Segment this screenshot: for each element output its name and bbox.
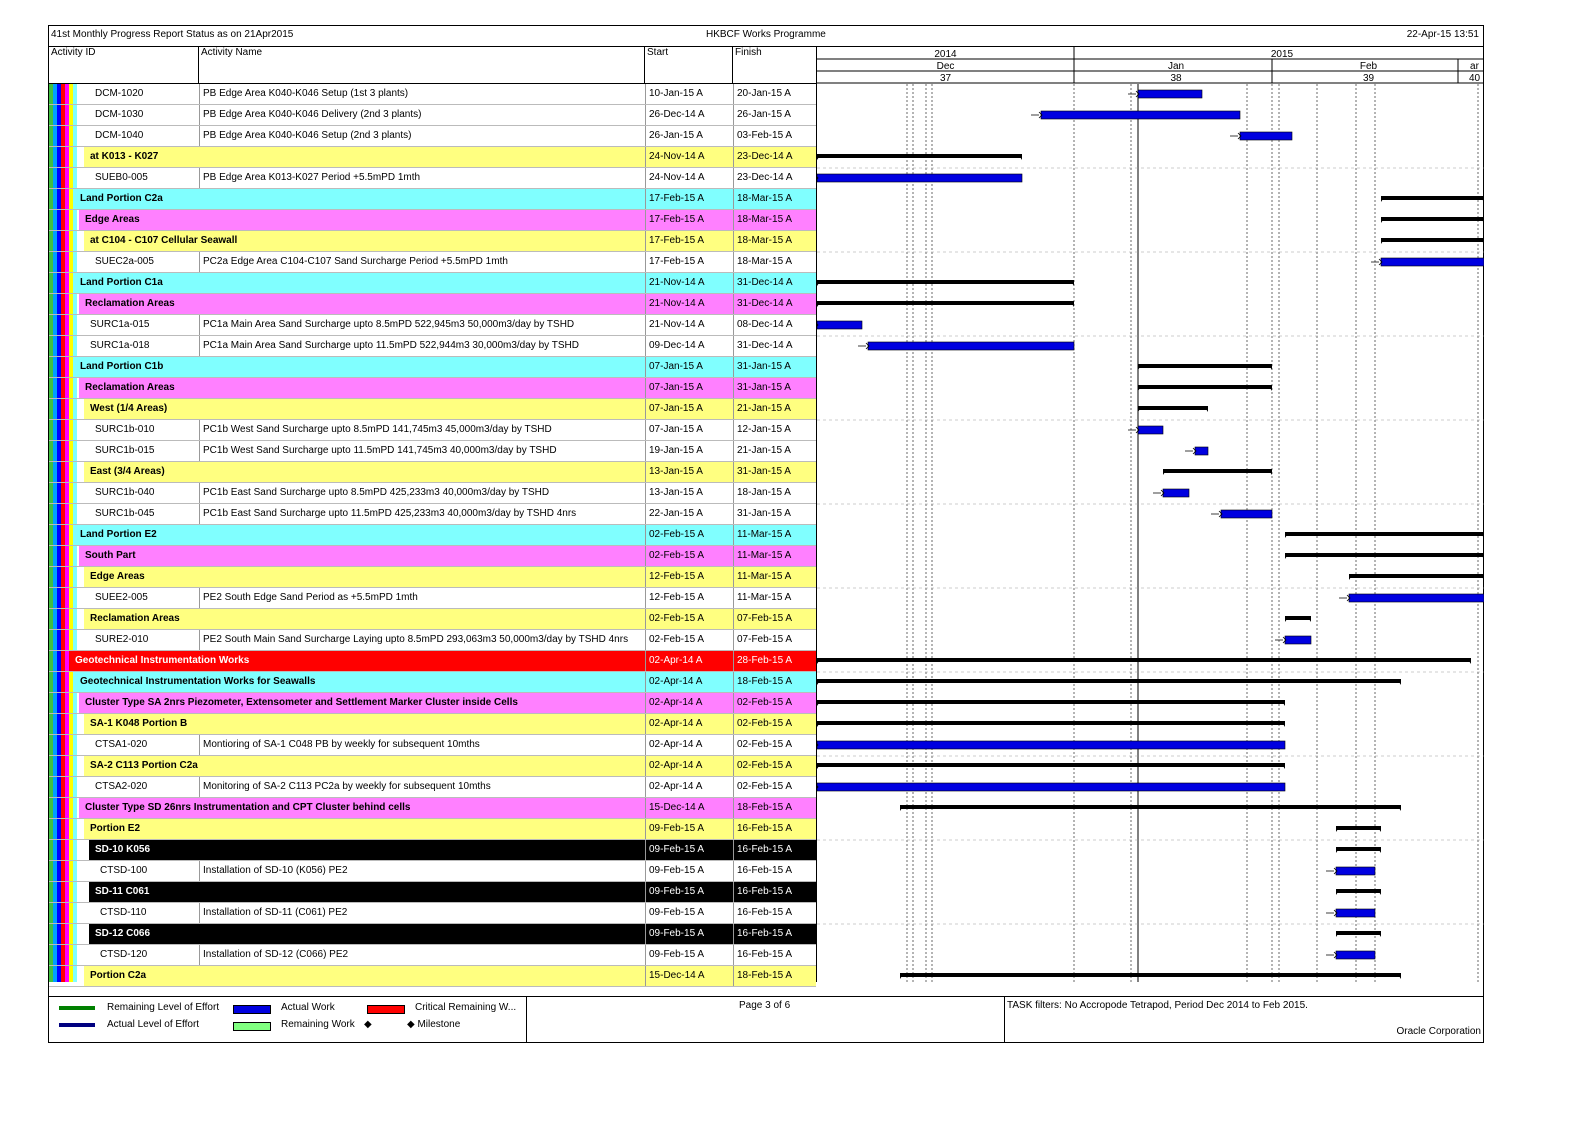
programme-title: HKBCF Works Programme <box>706 29 826 40</box>
actual-work-bar <box>1240 132 1292 140</box>
start-date: 02-Apr-14 A <box>645 672 733 692</box>
table-row[interactable] <box>49 882 816 903</box>
table-row[interactable] <box>49 105 816 126</box>
table-row[interactable] <box>49 273 816 294</box>
activity-name: PC1a Main Area Sand Surcharge upto 8.5mPD 522,945m3 50,000m3/day by TSHD <box>199 315 645 335</box>
actual-work-bar <box>1336 951 1375 959</box>
legend-label: ◆ Milestone <box>407 1019 461 1030</box>
dependency-arrow <box>1128 427 1139 433</box>
report-frame <box>48 25 1484 1043</box>
finish-date: 03-Feb-15 A <box>733 126 816 146</box>
finish-date: 21-Jan-15 A <box>733 441 816 461</box>
activity-id: SURC1b-015 <box>95 445 155 456</box>
wbs-group-label: Reclamation Areas <box>85 298 175 309</box>
actual-work-bar <box>1349 594 1484 602</box>
finish-date: 16-Feb-15 A <box>733 924 816 944</box>
wbs-group-label: SD-11 C061 <box>95 886 150 897</box>
start-date: 09-Feb-15 A <box>645 945 733 965</box>
report-title: 41st Monthly Progress Report Status as on 21Apr2015 <box>51 29 294 40</box>
summary-bar <box>1381 217 1484 221</box>
table-row[interactable] <box>49 315 816 336</box>
start-date: 09-Feb-15 A <box>645 882 733 902</box>
start-date: 02-Apr-14 A <box>645 756 733 776</box>
start-date: 07-Jan-15 A <box>645 399 733 419</box>
activity-name: Installation of SD-12 (C066) PE2 <box>199 945 645 965</box>
actual-work-bar <box>817 783 1285 791</box>
finish-date: 16-Feb-15 A <box>733 840 816 860</box>
start-date: 07-Jan-15 A <box>645 378 733 398</box>
wbs-group-label: SD-10 K056 <box>95 844 151 855</box>
activity-id: SURC1a-015 <box>90 319 150 330</box>
finish-date: 31-Jan-15 A <box>733 378 816 398</box>
timescale-label: 38 <box>1170 73 1182 84</box>
actual-work-bar <box>1381 258 1484 266</box>
start-date: 02-Feb-15 A <box>645 609 733 629</box>
legend-label: Actual Work <box>281 1002 335 1013</box>
finish-date: 16-Feb-15 A <box>733 861 816 881</box>
table-row[interactable] <box>49 630 816 651</box>
finish-date: 07-Feb-15 A <box>733 609 816 629</box>
activity-id: SURC1a-018 <box>90 340 150 351</box>
start-date: 21-Nov-14 A <box>645 273 733 293</box>
activity-name: PB Edge Area K013-K027 Period +5.5mPD 1mth <box>199 168 645 188</box>
finish-date: 02-Feb-15 A <box>733 735 816 755</box>
actual-work-bar <box>1138 90 1202 98</box>
dependency-arrow <box>1031 112 1042 118</box>
summary-bar <box>1336 847 1381 851</box>
activity-name: PB Edge Area K040-K046 Setup (1st 3 plants) <box>199 84 645 104</box>
summary-bar <box>1163 469 1272 473</box>
table-row[interactable] <box>49 399 816 420</box>
wbs-group-label: Geotechnical Instrumentation Works for Seawalls <box>80 676 316 687</box>
summary-bar <box>1138 406 1208 410</box>
actual-work-bar <box>1285 636 1311 644</box>
activity-id: SUEE2-005 <box>95 592 148 603</box>
actual-work-bar <box>1041 111 1240 119</box>
actual-work-bar <box>1138 426 1163 434</box>
start-date: 07-Jan-15 A <box>645 357 733 377</box>
actual-work-bar <box>1336 909 1375 917</box>
table-row[interactable] <box>49 651 816 672</box>
wbs-group-label: West (1/4 Areas) <box>90 403 168 414</box>
activity-id: SUEC2a-005 <box>95 256 154 267</box>
start-date: 12-Feb-15 A <box>645 588 733 608</box>
legend-label: Critical Remaining W... <box>415 1002 517 1013</box>
summary-bar <box>900 973 1401 977</box>
dependency-arrow <box>1371 259 1382 265</box>
start-date: 26-Dec-14 A <box>645 105 733 125</box>
start-date: 09-Feb-15 A <box>645 903 733 923</box>
activity-id: DCM-1040 <box>95 130 144 141</box>
footer-divider <box>1004 997 1005 1043</box>
wbs-group-label: at K013 - K027 <box>90 151 159 162</box>
activity-name: Installation of SD-11 (C061) PE2 <box>199 903 645 923</box>
start-date: 15-Dec-14 A <box>645 798 733 818</box>
activity-id: CTSD-110 <box>100 907 147 918</box>
start-date: 15-Dec-14 A <box>645 966 733 986</box>
legend-label: Actual Level of Effort <box>107 1019 200 1030</box>
wbs-group-label: Edge Areas <box>85 214 140 225</box>
timescale-label: 37 <box>939 73 952 84</box>
timescale-label: Dec <box>936 61 955 72</box>
table-row[interactable] <box>49 735 816 756</box>
table-row[interactable] <box>49 819 816 840</box>
wbs-group-label: SA-1 K048 Portion B <box>90 718 188 729</box>
start-date: 09-Dec-14 A <box>645 336 733 356</box>
legend-swatch <box>59 1023 95 1027</box>
summary-bar <box>1336 931 1381 935</box>
start-date: 02-Apr-14 A <box>645 777 733 797</box>
legend-label: Remaining Work <box>281 1019 355 1030</box>
activity-name: PC1b East Sand Surcharge upto 11.5mPD 425,233m3 40,000m3/day by TSHD 4nrs <box>199 504 645 524</box>
summary-bar <box>817 700 1285 704</box>
table-row[interactable] <box>49 336 816 357</box>
wbs-group-label: SA-2 C113 Portion C2a <box>90 760 198 771</box>
table-row[interactable] <box>49 609 816 630</box>
table-row[interactable] <box>49 483 816 504</box>
finish-date: 18-Mar-15 A <box>733 210 816 230</box>
actual-work-bar <box>817 174 1022 182</box>
table-row[interactable] <box>49 672 816 693</box>
start-date: 02-Feb-15 A <box>645 630 733 650</box>
wbs-group-label: Portion E2 <box>90 823 141 834</box>
table-row[interactable] <box>49 210 816 231</box>
timescale-label: 40 <box>1468 73 1481 84</box>
start-date: 02-Apr-14 A <box>645 693 733 713</box>
actual-work-bar <box>1163 489 1189 497</box>
finish-date: 02-Feb-15 A <box>733 756 816 776</box>
finish-date: 16-Feb-15 A <box>733 819 816 839</box>
finish-date: 31-Dec-14 A <box>733 294 816 314</box>
activity-name: PB Edge Area K040-K046 Delivery (2nd 3 plants) <box>199 105 645 125</box>
wbs-group-label: Land Portion C2a <box>80 193 163 204</box>
table-row[interactable] <box>49 693 816 714</box>
activity-name: PC2a Edge Area C104-C107 Sand Surcharge Period +5.5mPD 1mth <box>199 252 645 272</box>
summary-bar <box>817 280 1074 284</box>
table-row[interactable] <box>49 903 816 924</box>
legend-swatch <box>367 1005 405 1014</box>
finish-date: 23-Dec-14 A <box>733 147 816 167</box>
table-row[interactable] <box>49 840 816 861</box>
table-row[interactable] <box>49 126 816 147</box>
col-start[interactable]: Start <box>645 47 733 83</box>
company-name: Oracle Corporation <box>1396 1026 1481 1037</box>
start-date: 21-Nov-14 A <box>645 294 733 314</box>
table-row[interactable] <box>49 231 816 252</box>
timescale-label: 2014 <box>934 49 957 60</box>
table-row[interactable] <box>49 714 816 735</box>
activity-name: Monitoring of SA-2 C113 PC2a by weekly for subsequent 10mths <box>199 777 645 797</box>
finish-date: 21-Jan-15 A <box>733 399 816 419</box>
summary-bar <box>817 301 1074 305</box>
finish-date: 18-Mar-15 A <box>733 231 816 251</box>
table-row[interactable] <box>49 357 816 378</box>
start-date: 13-Jan-15 A <box>645 462 733 482</box>
finish-date: 31-Dec-14 A <box>733 273 816 293</box>
activity-name: PB Edge Area K040-K046 Setup (2nd 3 plants) <box>199 126 645 146</box>
finish-date: 16-Feb-15 A <box>733 945 816 965</box>
footer-divider <box>526 997 527 1043</box>
finish-date: 16-Feb-15 A <box>733 882 816 902</box>
timescale-label: 39 <box>1362 73 1375 84</box>
table-row[interactable] <box>49 189 816 210</box>
start-date: 22-Jan-15 A <box>645 504 733 524</box>
table-row[interactable] <box>49 945 816 966</box>
legend-swatch <box>233 1022 271 1031</box>
finish-date: 31-Jan-15 A <box>733 462 816 482</box>
finish-date: 23-Dec-14 A <box>733 168 816 188</box>
start-date: 09-Feb-15 A <box>645 861 733 881</box>
start-date: 17-Feb-15 A <box>645 210 733 230</box>
finish-date: 02-Feb-15 A <box>733 693 816 713</box>
task-filters: TASK filters: No Accropode Tetrapod, Period Dec 2014 to Feb 2015. <box>1007 1000 1308 1011</box>
finish-date: 18-Feb-15 A <box>733 966 816 986</box>
summary-bar <box>1285 532 1484 536</box>
col-finish[interactable]: Finish <box>735 47 762 58</box>
start-date: 10-Jan-15 A <box>645 84 733 104</box>
actual-work-bar <box>1336 867 1375 875</box>
table-row[interactable] <box>49 147 816 168</box>
start-date: 09-Feb-15 A <box>645 819 733 839</box>
page-number: Page 3 of 6 <box>739 1000 791 1011</box>
finish-date: 08-Dec-14 A <box>733 315 816 335</box>
timescale-label: Jan <box>1167 61 1185 72</box>
table-row[interactable] <box>49 420 816 441</box>
finish-date: 18-Feb-15 A <box>733 798 816 818</box>
milestone-icon: ◆ <box>364 1019 372 1030</box>
wbs-group-label: Cluster Type SD 26nrs Instrumentation and CPT Cluster behind cells <box>85 802 411 813</box>
start-date: 07-Jan-15 A <box>645 420 733 440</box>
summary-bar <box>1138 385 1272 389</box>
finish-date: 20-Jan-15 A <box>733 84 816 104</box>
table-row[interactable] <box>49 756 816 777</box>
wbs-group-label: East (3/4 Areas) <box>90 466 165 477</box>
start-date: 02-Feb-15 A <box>645 525 733 545</box>
dependency-arrow <box>858 343 869 349</box>
finish-date: 28-Feb-15 A <box>733 651 816 671</box>
activity-name: Montioring of SA-1 C048 PB by weekly for subsequent 10mths <box>199 735 645 755</box>
table-row[interactable] <box>49 966 816 987</box>
activity-name: PC1b West Sand Surcharge upto 8.5mPD 141,745m3 45,000m3/day by TSHD <box>199 420 645 440</box>
dependency-arrow <box>1128 91 1139 97</box>
col-activity-name[interactable]: Activity Name <box>199 47 645 83</box>
actual-work-bar <box>1221 510 1272 518</box>
gantt-chart <box>816 47 1484 982</box>
finish-date: 31-Dec-14 A <box>733 336 816 356</box>
start-date: 19-Jan-15 A <box>645 441 733 461</box>
actual-work-bar <box>868 342 1074 350</box>
start-date: 02-Feb-15 A <box>645 546 733 566</box>
activity-id: CTSD-100 <box>100 865 148 876</box>
actual-work-bar <box>1195 447 1208 455</box>
activity-id: CTSA1-020 <box>95 739 148 750</box>
table-row[interactable] <box>49 546 816 567</box>
wbs-group-label: Portion C2a <box>90 970 147 981</box>
finish-date: 11-Mar-15 A <box>733 546 816 566</box>
wbs-group-label: South Part <box>85 550 136 561</box>
finish-date: 26-Jan-15 A <box>733 105 816 125</box>
start-date: 26-Jan-15 A <box>645 126 733 146</box>
legend-swatch <box>233 1005 271 1014</box>
start-date: 02-Apr-14 A <box>645 735 733 755</box>
finish-date: 31-Jan-15 A <box>733 357 816 377</box>
wbs-group-label: Reclamation Areas <box>85 382 175 393</box>
dependency-arrow <box>1211 511 1222 517</box>
activity-id: SURC1b-040 <box>95 487 155 498</box>
start-date: 17-Feb-15 A <box>645 231 733 251</box>
finish-date: 12-Jan-15 A <box>733 420 816 440</box>
table-row[interactable] <box>49 168 816 189</box>
finish-date: 02-Feb-15 A <box>733 714 816 734</box>
start-date: 21-Nov-14 A <box>645 315 733 335</box>
finish-date: 11-Mar-15 A <box>733 567 816 587</box>
start-date: 09-Feb-15 A <box>645 840 733 860</box>
table-row[interactable] <box>49 252 816 273</box>
activity-name: Installation of SD-10 (K056) PE2 <box>199 861 645 881</box>
summary-bar <box>1381 196 1484 200</box>
wbs-group-label: Reclamation Areas <box>90 613 180 624</box>
summary-bar <box>817 679 1401 683</box>
activity-id: SUEB0-005 <box>95 172 148 183</box>
activity-id: DCM-1030 <box>95 109 144 120</box>
dependency-arrow <box>1326 868 1337 874</box>
legend-swatch <box>59 1006 95 1010</box>
summary-bar <box>817 154 1022 158</box>
dependency-arrow <box>1275 637 1286 643</box>
wbs-group-label: Edge Areas <box>90 571 145 582</box>
wbs-group-label: at C104 - C107 Cellular Seawall <box>90 235 238 246</box>
timescale-label: Feb <box>1359 61 1378 72</box>
summary-bar <box>1349 574 1484 578</box>
start-date: 09-Feb-15 A <box>645 924 733 944</box>
finish-date: 31-Jan-15 A <box>733 504 816 524</box>
wbs-group-label: Land Portion E2 <box>80 529 157 540</box>
activity-name: PC1b East Sand Surcharge upto 8.5mPD 425,233m3 40,000m3/day by TSHD <box>199 483 645 503</box>
finish-date: 16-Feb-15 A <box>733 903 816 923</box>
activity-name: PE2 South Main Sand Surcharge Laying upto 8.5mPD 293,063m3 50,000m3/day by TSHD 4nrs <box>199 630 645 650</box>
finish-date: 18-Feb-15 A <box>733 672 816 692</box>
activity-id: SURE2-010 <box>95 634 149 645</box>
table-row[interactable] <box>49 567 816 588</box>
finish-date: 18-Mar-15 A <box>733 252 816 272</box>
activity-name: PC1a Main Area Sand Surcharge upto 11.5mPD 522,944m3 30,000m3/day by TSHD <box>199 336 645 356</box>
summary-bar <box>1336 826 1381 830</box>
legend-label: Remaining Level of Effort <box>107 1002 220 1013</box>
start-date: 12-Feb-15 A <box>645 567 733 587</box>
activity-id: SURC1b-010 <box>95 424 155 435</box>
dependency-arrow <box>1339 595 1350 601</box>
finish-date: 18-Mar-15 A <box>733 189 816 209</box>
wbs-group-label: Land Portion C1a <box>80 277 163 288</box>
table-row[interactable] <box>49 294 816 315</box>
column-headers <box>49 47 816 84</box>
table-row[interactable] <box>49 84 816 105</box>
dependency-arrow <box>1326 952 1337 958</box>
col-activity-id[interactable]: Activity ID <box>49 47 199 83</box>
gantt-svg <box>817 47 1484 982</box>
wbs-group-label: Geotechnical Instrumentation Works <box>75 655 250 666</box>
timescale-label: ar <box>1470 61 1479 72</box>
summary-bar <box>817 721 1285 725</box>
activity-id: CTSA2-020 <box>95 781 148 792</box>
dependency-arrow <box>1185 448 1196 454</box>
table-row[interactable] <box>49 525 816 546</box>
table-row[interactable] <box>49 441 816 462</box>
summary-bar <box>817 763 1285 767</box>
summary-bar <box>817 658 1471 662</box>
finish-date: 18-Jan-15 A <box>733 483 816 503</box>
finish-date: 07-Feb-15 A <box>733 630 816 650</box>
summary-bar <box>1285 616 1311 620</box>
wbs-group-label: Land Portion C1b <box>80 361 164 372</box>
summary-bar <box>1285 553 1484 557</box>
start-date: 02-Apr-14 A <box>645 651 733 671</box>
summary-bar <box>1381 238 1484 242</box>
dependency-arrow <box>1326 910 1337 916</box>
start-date: 02-Apr-14 A <box>645 714 733 734</box>
activity-name: PC1b West Sand Surcharge upto 11.5mPD 141,745m3 40,000m3/day by TSHD <box>199 441 645 461</box>
actual-work-bar <box>817 741 1285 749</box>
timescale-label: 2015 <box>1270 49 1294 60</box>
start-date: 13-Jan-15 A <box>645 483 733 503</box>
summary-bar <box>1336 889 1381 893</box>
summary-bar <box>900 805 1401 809</box>
start-date: 17-Feb-15 A <box>645 189 733 209</box>
activity-name: PE2 South Edge Sand Period as +5.5mPD 1mth <box>199 588 645 608</box>
wbs-group-label: Cluster Type SA 2nrs Piezometer, Extensometer and Settlement Marker Cluster inside Cells <box>85 697 518 708</box>
finish-date: 02-Feb-15 A <box>733 777 816 797</box>
table-row[interactable] <box>49 861 816 882</box>
table-row[interactable] <box>49 924 816 945</box>
finish-date: 11-Mar-15 A <box>733 525 816 545</box>
activity-id: CTSD-120 <box>100 949 148 960</box>
print-timestamp: 22-Apr-15 13:51 <box>1406 29 1479 40</box>
table-row[interactable] <box>49 777 816 798</box>
activity-id: DCM-1020 <box>95 88 144 99</box>
table-row[interactable] <box>49 798 816 819</box>
finish-date: 11-Mar-15 A <box>733 588 816 608</box>
dependency-arrow <box>1153 490 1164 496</box>
start-date: 17-Feb-15 A <box>645 252 733 272</box>
table-row[interactable] <box>49 504 816 525</box>
table-row[interactable] <box>49 588 816 609</box>
table-row[interactable] <box>49 378 816 399</box>
start-date: 24-Nov-14 A <box>645 168 733 188</box>
activity-id: SURC1b-045 <box>95 508 155 519</box>
dependency-arrow <box>1230 133 1241 139</box>
summary-bar <box>1138 364 1272 368</box>
actual-work-bar <box>817 321 862 329</box>
table-row[interactable] <box>49 462 816 483</box>
footer <box>49 996 1483 1043</box>
wbs-group-label: SD-12 C066 <box>95 928 151 939</box>
start-date: 24-Nov-14 A <box>645 147 733 167</box>
